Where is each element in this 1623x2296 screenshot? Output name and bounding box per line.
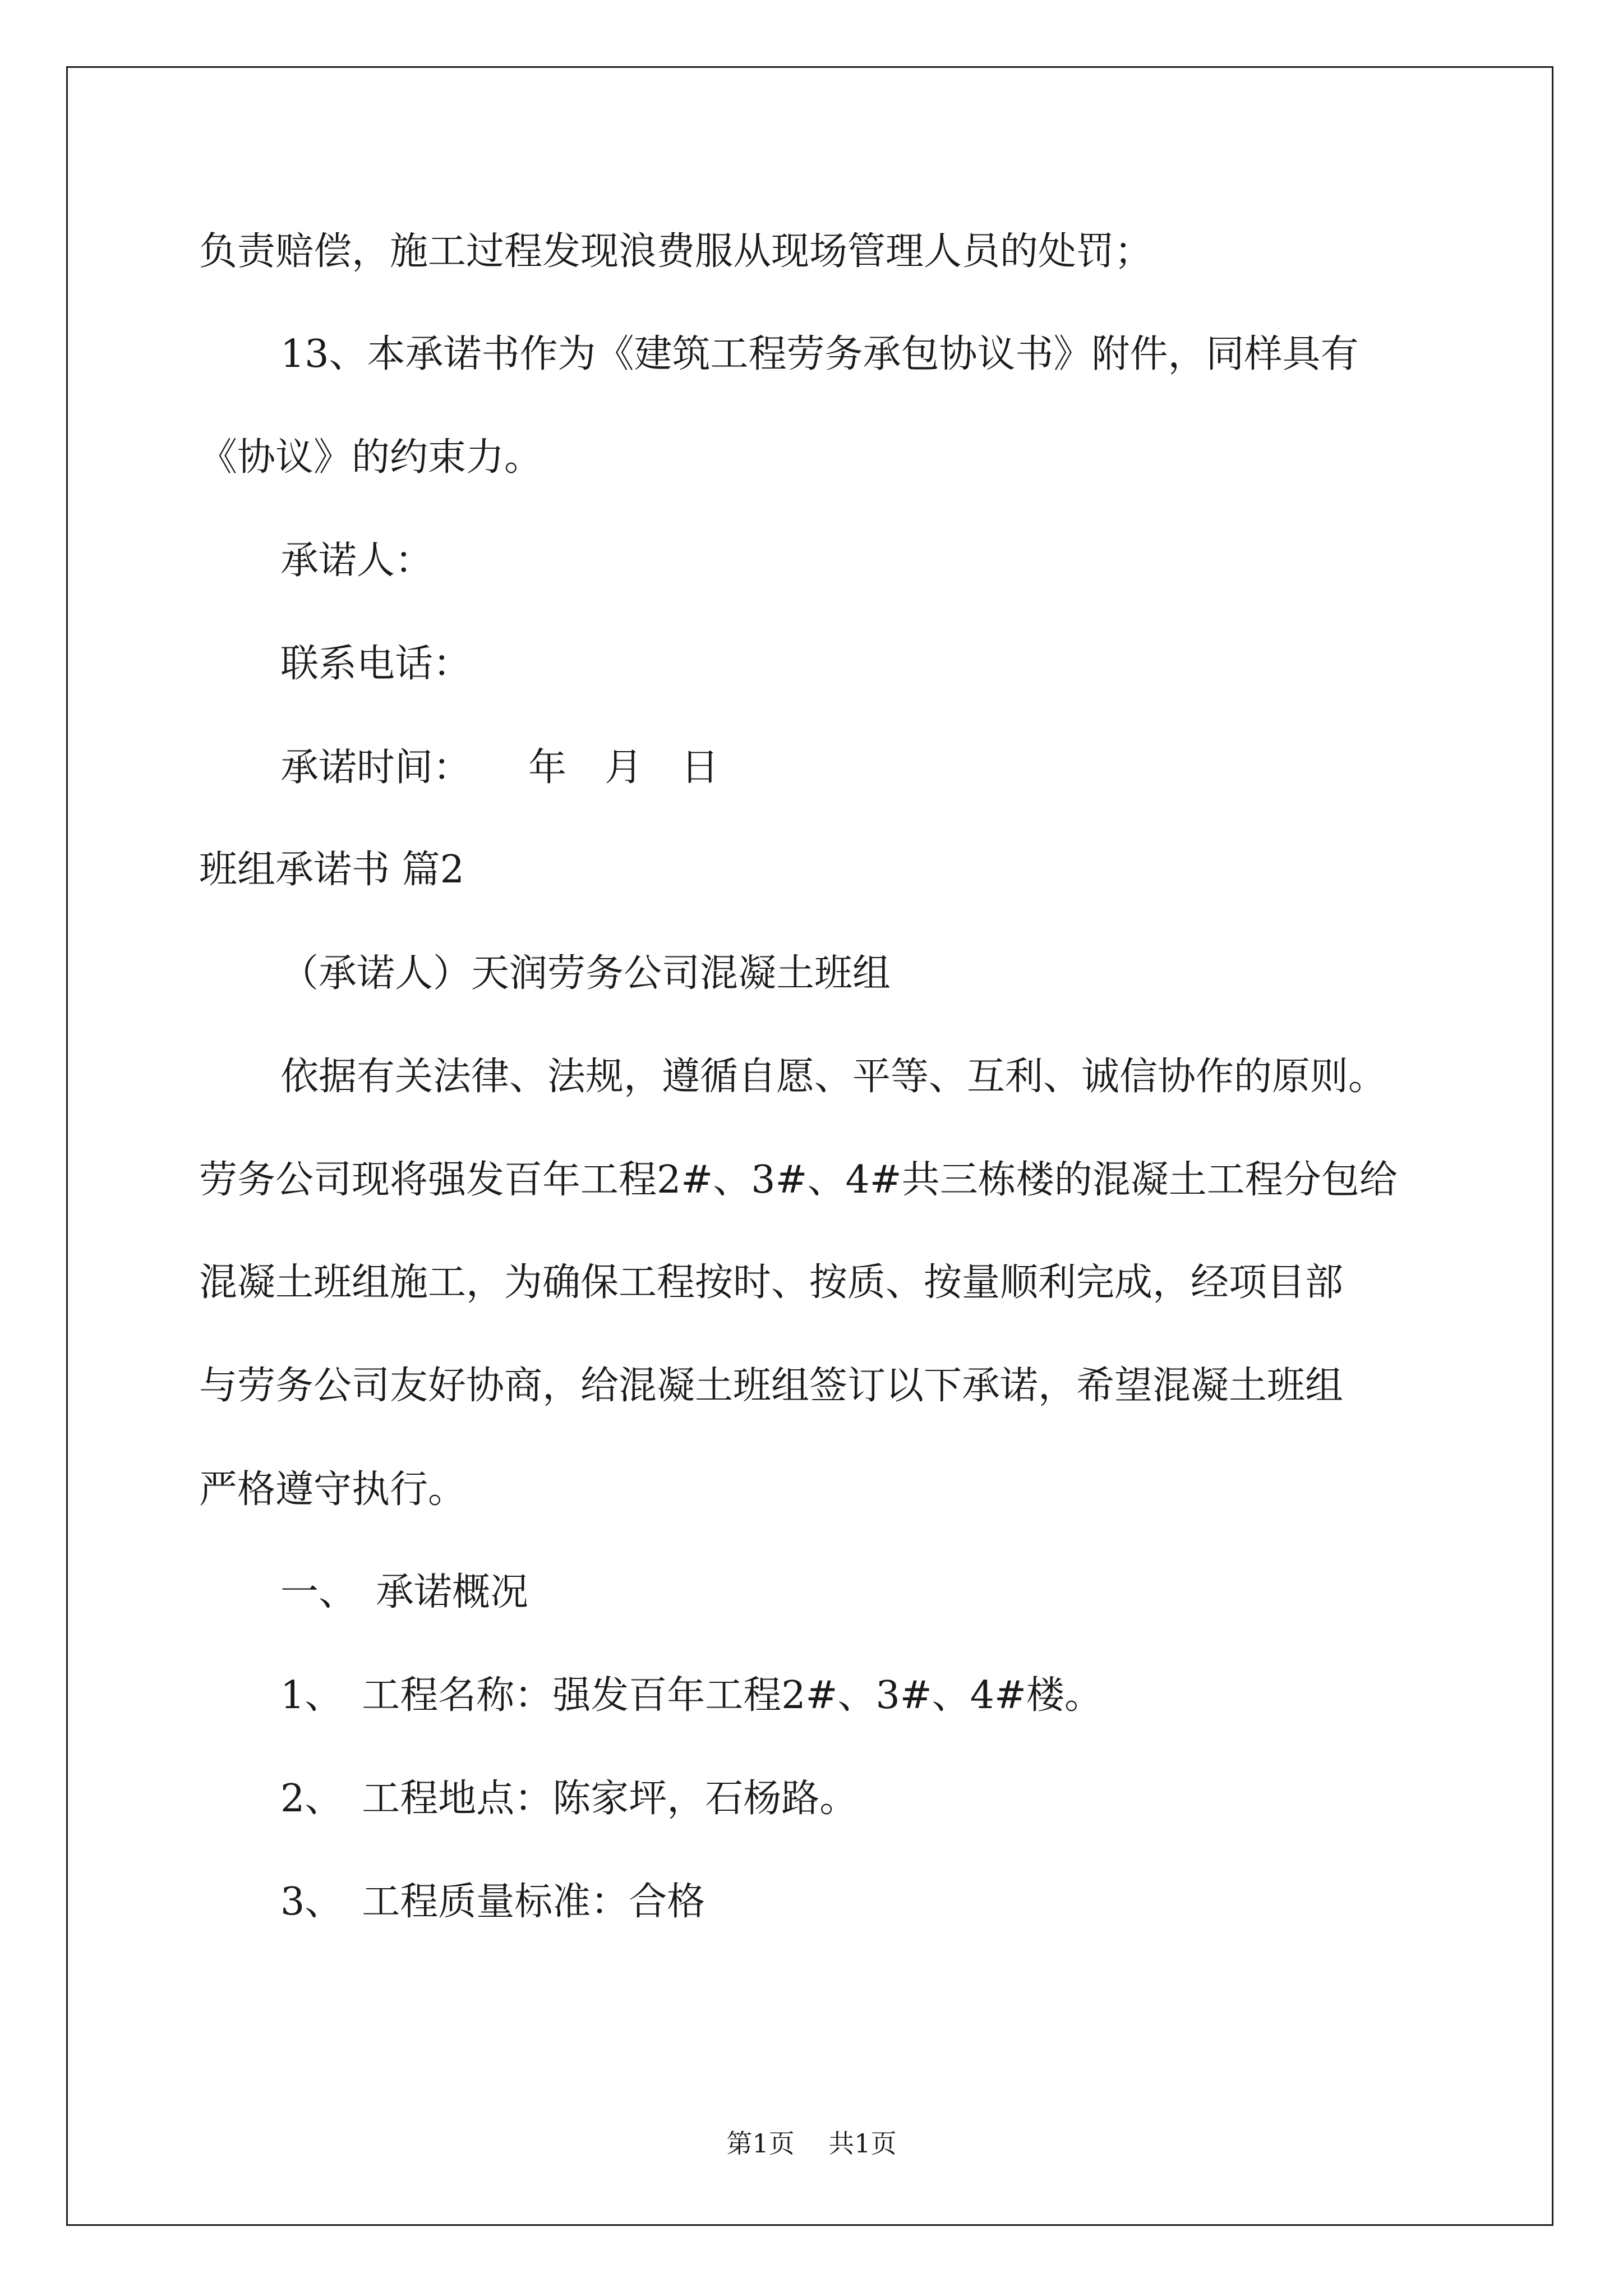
section-heading: 班组承诺书 篇2 [199, 848, 464, 892]
text-line: 负责赔偿，施工过程发现浪费服从现场管理人员的处罚； [199, 229, 1153, 274]
text-line: 承诺时间： 年 月 日 [280, 746, 720, 790]
text-line: 承诺人： [280, 539, 434, 583]
list-item: 3、 工程质量标准：合格 [280, 1880, 706, 1924]
text-line: 依据有关法律、法规，遵循自愿、平等、互利、诚信协作的原则。 [280, 1055, 1387, 1099]
text-line: （承诺人）天润劳务公司混凝土班组 [280, 951, 891, 996]
list-heading: 一、 承诺概况 [280, 1570, 529, 1614]
text-line: 与劳务公司友好协商，给混凝土班组签订以下承诺，希望混凝土班组 [199, 1364, 1344, 1408]
list-item: 2、 工程地点：陈家坪，石杨路。 [280, 1777, 858, 1821]
text-line: 13、本承诺书作为《建筑工程劳务承包协议书》附件，同样具有 [280, 332, 1359, 376]
text-line: 劳务公司现将强发百年工程2#、3#、4#共三栋楼的混凝土工程分包给 [199, 1158, 1398, 1202]
text-line: 混凝土班组施工，为确保工程按时、按质、按量顺利完成，经项目部 [199, 1260, 1344, 1305]
text-line: 联系电话： [280, 642, 472, 686]
list-item: 1、 工程名称：强发百年工程2#、3#、4#楼。 [280, 1673, 1103, 1718]
page-number-footer: 第1页 共1页 [726, 2128, 897, 2159]
text-line: 严格遵守执行。 [199, 1467, 467, 1512]
text-line: 《协议》的约束力。 [199, 435, 543, 480]
